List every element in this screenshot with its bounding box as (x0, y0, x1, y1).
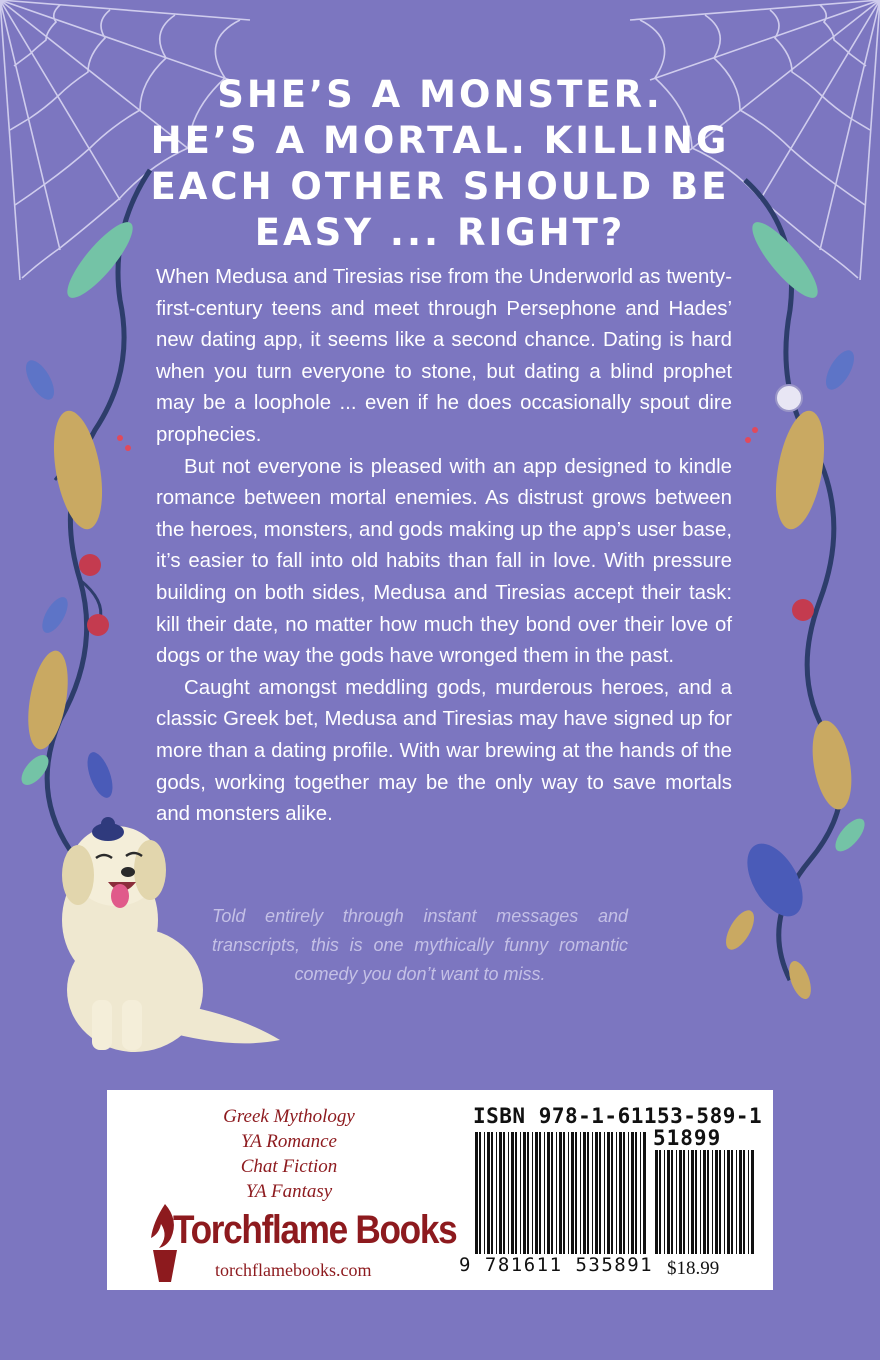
isbn-label: ISBN 978-1-61153-589-1 (473, 1104, 763, 1128)
headline-line: HE’S A MORTAL. KILLING (150, 119, 730, 162)
barcode-bar (743, 1150, 745, 1254)
description-paragraph: When Medusa and Tiresias rise from the Underworld as twenty-first-century teens and meet through Persephone and Hades’ new dating app, it seems like a second chance. Dating is hard when you turn everyone to stone, but dating a blind prophet may be a loophole ... even if he does occasionally spout dire prophecies. (156, 266, 732, 446)
barcode-bar (664, 1150, 665, 1254)
barcode-bar (691, 1150, 694, 1254)
barcode-addon-number: 51899 (653, 1126, 722, 1150)
barcode-bar (580, 1132, 581, 1254)
barcode-bar (604, 1132, 605, 1254)
barcode-bar (535, 1132, 538, 1254)
vine-icon (17, 170, 150, 850)
barcode-bar (559, 1132, 562, 1254)
barcode-bar (515, 1132, 517, 1254)
barcode-bar (631, 1132, 634, 1254)
barcode-bar (667, 1150, 670, 1254)
barcode-bar (575, 1132, 577, 1254)
barcode-bar (623, 1132, 625, 1254)
barcode-bar (655, 1150, 658, 1254)
barcode-bar (616, 1132, 617, 1254)
genre-list (199, 1104, 379, 1204)
headline-line: EACH OTHER SHOULD BE (150, 165, 730, 208)
barcode-bar (491, 1132, 493, 1254)
barcode-bar (731, 1150, 733, 1254)
barcode-bar (520, 1132, 521, 1254)
barcode-bar (595, 1132, 598, 1254)
barcode-bar (736, 1150, 737, 1254)
barcode-bar (551, 1132, 553, 1254)
barcode-bar (712, 1150, 713, 1254)
barcode-bar (487, 1132, 490, 1254)
barcode-bar (671, 1150, 673, 1254)
barcode-bar (635, 1132, 637, 1254)
barcode-bar (592, 1132, 593, 1254)
barcode-bar (751, 1150, 754, 1254)
genre-item: YA Fantasy (245, 1181, 333, 1202)
barcode-bar (688, 1150, 689, 1254)
leaf-icon (743, 214, 826, 306)
barcode-bar (523, 1132, 526, 1254)
price: $18.99 (667, 1258, 720, 1279)
pomegranate-icon (79, 554, 101, 576)
barcode-bar (683, 1150, 685, 1254)
barcode-bar (583, 1132, 586, 1254)
leaf-icon (806, 718, 857, 813)
tagline: Told entirely through instant messages and transcripts, this is one mythically funny romantic comedy you don’t want to miss. (212, 906, 628, 984)
genre-item: Chat Fiction (240, 1156, 338, 1177)
barcode-bar (628, 1132, 629, 1254)
headline-line: EASY ... RIGHT? (254, 211, 626, 254)
barcode-bar (479, 1132, 481, 1254)
barcode-bar (587, 1132, 589, 1254)
barcode-bar (676, 1150, 677, 1254)
barcode-bar (544, 1132, 545, 1254)
genre-item: Greek Mythology (223, 1106, 355, 1127)
barcode-bar (568, 1132, 569, 1254)
barcode-bar (724, 1150, 725, 1254)
pomegranate-icon (792, 599, 814, 621)
description-paragraph: Caught amongst meddling gods, murderous heroes, and a classic Greek bet, Medusa and Tiresias may have signed up for more than a dating profile. With war brewing at the hands of the gods, working together may be the only way to save mortals and monsters alike. (156, 676, 732, 826)
barcode-bar (571, 1132, 574, 1254)
barcode-bar (475, 1132, 478, 1254)
barcode-bar (563, 1132, 565, 1254)
leaf-icon (22, 648, 75, 753)
barcode-bar (703, 1150, 706, 1254)
barcode-bar (547, 1132, 550, 1254)
barcode-bar (739, 1150, 742, 1254)
barcode-bar (679, 1150, 682, 1254)
barcode-bar (611, 1132, 613, 1254)
barcode-bar (643, 1132, 646, 1254)
barcode-bar (499, 1132, 502, 1254)
description-paragraph: But not everyone is pleased with an app designed to kindle romance between mortal enemies. As distrust grows between the heroes, monsters, and gods making up the app’s user base, it’s easier to fall into old habits than fall in love. With pressure building on both sides, Medusa and Tiresias accept their task: kill their date, no matter how much they bond over their love of dogs or the way the gods have wronged them in the past. (156, 455, 732, 668)
barcode-bar (527, 1132, 529, 1254)
barcode-bar (640, 1132, 641, 1254)
book-description (156, 262, 732, 831)
barcode-bar (508, 1132, 509, 1254)
barcode-bar (748, 1150, 749, 1254)
barcode-bar (532, 1132, 533, 1254)
barcode-bar (599, 1132, 601, 1254)
genre-item: YA Romance (241, 1131, 337, 1152)
publisher-barcode-panel (107, 1090, 773, 1290)
barcode-bar (511, 1132, 514, 1254)
barcode-bar (503, 1132, 505, 1254)
vine-icon (720, 180, 869, 1002)
barcode-bar (607, 1132, 610, 1254)
leaf-icon (58, 214, 141, 306)
headline-line: SHE’S A MONSTER. (217, 73, 663, 116)
barcode-bar (496, 1132, 497, 1254)
barcode-bar (700, 1150, 701, 1254)
barcode-digits: 9 781611 535891 (459, 1254, 654, 1276)
barcode-bar (659, 1150, 661, 1254)
barcode-bar (707, 1150, 709, 1254)
publisher-name: Torchflame Books (173, 1208, 457, 1252)
pomegranate-icon (87, 614, 109, 636)
publisher-url: torchflamebooks.com (215, 1260, 372, 1280)
barcode-bar (727, 1150, 730, 1254)
barcode-bar (715, 1150, 718, 1254)
barcode-bar (539, 1132, 541, 1254)
headline (150, 72, 730, 256)
barcode-bar (484, 1132, 485, 1254)
barcode-bar (619, 1132, 622, 1254)
barcode-bar (556, 1132, 557, 1254)
barcode-bar (719, 1150, 721, 1254)
barcode-bar (695, 1150, 697, 1254)
